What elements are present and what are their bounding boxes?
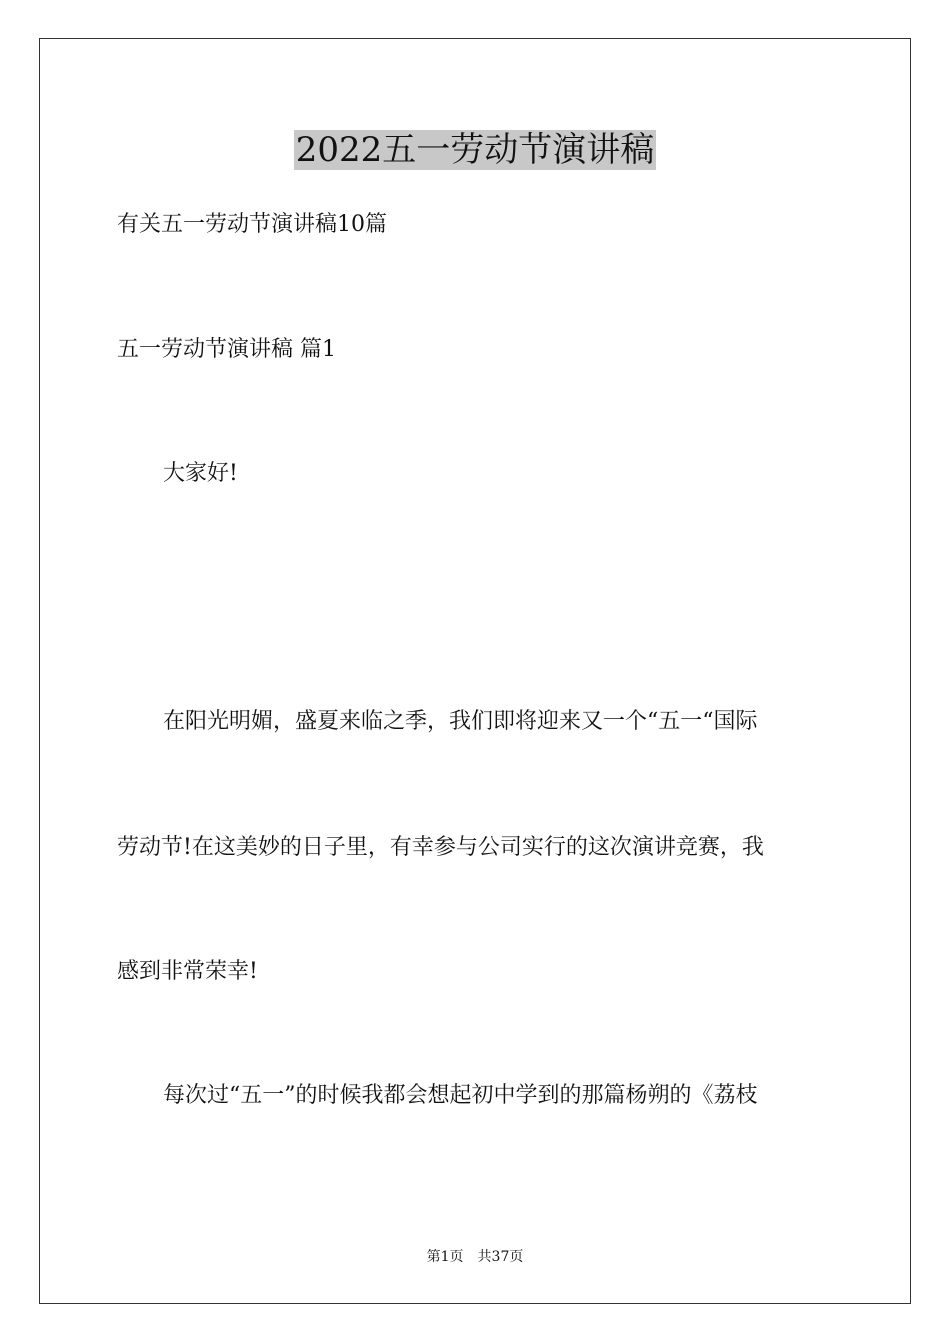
- document-title: 2022五一劳动节演讲稿: [295, 130, 655, 170]
- page-footer: 第1页 共37页: [426, 1249, 524, 1265]
- paragraph-line: 每次过“五一”的时候我都会想起初中学到的那篇杨朔的《荔枝: [163, 1083, 758, 1108]
- document-title-container: [0, 128, 950, 172]
- section-heading: 五一劳动节演讲稿 篇1: [117, 337, 336, 362]
- document-subtitle: 有关五一劳动节演讲稿10篇: [117, 212, 387, 237]
- greeting-line: 大家好!: [163, 461, 238, 486]
- paragraph-line: 劳动节!在这美妙的日子里，有幸参与公司实行的这次演讲竞赛，我: [117, 835, 764, 860]
- paragraph-line: 在阳光明媚，盛夏来临之季，我们即将迎来又一个“五一“国际: [163, 709, 758, 734]
- paragraph-line: 感到非常荣幸!: [117, 959, 258, 984]
